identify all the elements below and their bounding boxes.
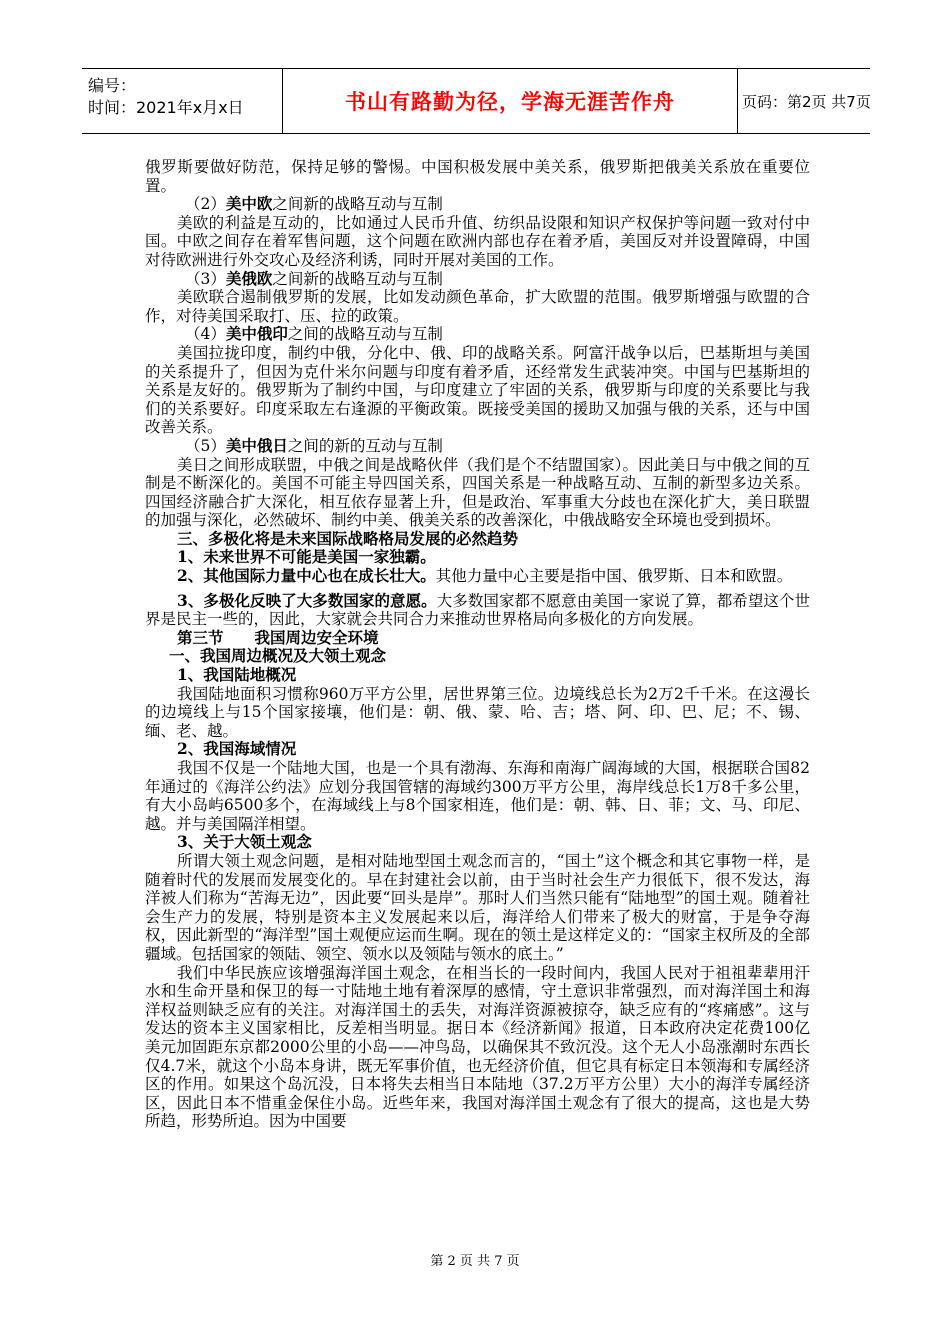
paragraph: 我们中华民族应该增强海洋国土观念，在相当长的一段时间内，我国人民对于祖祖辈辈用汗水和生命开垦和保卫的每一寸陆地土地有着深厚的感情，守土意识非常强烈，而对海洋国土和海洋权益则缺乏应有的关注。对海洋国土的丢失，对海洋资源被掠夺，缺乏应有的“疼痛感”。这与发达的资本主义国家相比，反差相当明显。据日本《经济新闻》报道，日本政府决定花费100亿美元加固距东京都2000公里的小岛——冲鸟岛，以确保其不致沉没。这个无人小岛涨潮时东西长仅4.7米，就这个小岛本身讲，既无军事价值，也无经济价值，但它具有标定日本领海和专属经济区的作用。如果这个岛沉没，日本将失去相当日本陆地（37.2万平方公里）大小的海洋专属经济区，因此日本不惜重金保住小岛。近些年来，我国对海洋国土观念有了很大的提高，这也是大势所趋，形势所迫。因为中国要 bbox=[145, 963, 810, 1131]
point-3: 3、多极化反映了大多数国家的意愿。大多数国家都不愿意由美国一家说了算，都希望这个世界是民主一些的，因此，大家就会共同合力来推动世界格局向多极化的方向发展。 bbox=[145, 590, 810, 629]
footer-page-number: 第 2 页 共 7 页 bbox=[430, 1254, 520, 1269]
paragraph: 美国拉拢印度，制约中俄，分化中、俄、印的战略关系。阿富汗战争以后，巴基斯坦与美国的关系提升了，但因为克什米尔问题与印度有着矛盾，还经常发生武装冲突。中国与巴基斯坦的关系是友好的。俄罗斯为了制约中国，与印度建立了牢固的关系，俄罗斯与印度的关系要比与我们的关系要好。印度采取左右逢源的平衡政策。既接受美国的援助又加强与俄的关系，还与中国改善关系。 bbox=[145, 343, 810, 437]
subsection-heading: 2、我国海域情况 bbox=[177, 739, 297, 759]
paragraph: 美日之间形成联盟，中俄之间是战略伙伴（我们是个不结盟国家）。因此美日与中俄之间的互制是不断深化的。美国不可能主导四国关系，四国关系是一种战略互动、互制的新型多边关系。四国经济融合扩大深化，相互依存显著上升，但是政治、军事重大分歧也在深化扩大，美日联盟的加强与深化，必然破坏、制约中美、俄美关系的改善深化，中俄战略安全环境也受到损坏。 bbox=[145, 455, 810, 530]
point-1: 1、未来世界不可能是美国一家独霸。 bbox=[177, 547, 436, 567]
page-header bbox=[82, 68, 870, 134]
document-body bbox=[145, 158, 810, 1131]
subheading: （5）美中俄日之间的新的互动与互制 bbox=[185, 435, 443, 455]
point-2: 2、其他国际力量中心也在成长壮大。其他力量中心主要是指中国、俄罗斯、日本和欧盟。 bbox=[177, 566, 793, 586]
paragraph: 我国不仅是一个陆地大国，也是一个具有渤海、东海和南海广阔海域的大国，根据联合国82年通过的《海洋公约法》应划分我国管辖的海域约300万平方公里，海岸线总长1万8千多公里，有大小岛屿6500多个，在海域线上与8个国家相连，他们是：朝、韩、日、菲；文、马、印尼、越。并与美国隔洋相望。 bbox=[145, 759, 810, 833]
paragraph: 俄罗斯要做好防范，保持足够的警惕。中国积极发展中美关系，俄罗斯把俄美关系放在重要位置。 bbox=[145, 158, 810, 195]
number-label: 编号： bbox=[88, 76, 137, 95]
subheading: （2）美中欧之间新的战略互动与互制 bbox=[185, 194, 443, 214]
section-heading: 三、多极化将是未来国际战略格局发展的必然趋势 bbox=[177, 528, 519, 548]
chapter-heading: 第三节 我国周边安全环境 bbox=[177, 627, 379, 647]
paragraph: 美欧联合遏制俄罗斯的发展，比如发动颜色革命，扩大欧盟的范围。俄罗斯增强与欧盟的合作，对待美国采取打、压、拉的政策。 bbox=[145, 288, 810, 325]
header-motto-cell bbox=[282, 69, 738, 133]
section-heading: 一、我国周边概况及大领土观念 bbox=[169, 646, 387, 666]
subsection-heading: 1、我国陆地概况 bbox=[177, 665, 297, 685]
header-meta bbox=[82, 69, 282, 133]
subheading: （4）美中俄印之间的战略互动与互制 bbox=[185, 324, 443, 344]
paragraph: 我国陆地面积习惯称960万平方公里，居世界第三位。边境线总长为2万2千千米。在这漫长的边境线上与15个国家接壤，他们是：朝、俄、蒙、哈、吉；塔、阿、印、巴、尼；不、锡、缅、老、越。 bbox=[145, 684, 810, 740]
subsection-heading: 3、关于大领土观念 bbox=[177, 832, 312, 852]
page-footer bbox=[0, 1250, 950, 1269]
header-page-info bbox=[736, 69, 876, 133]
subheading: （3）美俄欧之间新的战略互动与互制 bbox=[185, 268, 443, 288]
page-info-text: 页码：第2页 共7页 bbox=[742, 92, 871, 111]
paragraph: 美欧的利益是互动的，比如通过人民币升值、纺织品设限和知识产权保护等问题一致对付中国。中欧之间存在着军售问题，这个问题在欧洲内部也存在着矛盾，美国反对并设置障碍，中国对待欧洲进行外交攻心及经济利诱，同时开展对美国的工作。 bbox=[145, 213, 810, 269]
paragraph: 所谓大领土观念问题，是相对陆地型国土观念而言的，“国土”这个概念和其它事物一样，是随着时代的发展而发展变化的。早在封建社会以前，由于当时社会生产力很低下，很不发达，海洋被人们称为“苦海无边”，因此要“回头是岸”。那时人们当然只能有“陆地型”的国土观。随着社会生产力的发展，特别是资本主义发展起来以后，海洋给人们带来了极大的财富，于是争夺海权，因此新型的“海洋型”国土观便应运而生啊。现在的领土是这样定义的：“国家主权所及的全部疆域。包括国家的领陆、领空、领水以及领陆与领水的底土。” bbox=[145, 851, 810, 963]
time-label: 时间：2021年x月x日 bbox=[88, 98, 244, 117]
motto-text: 书山有路勤为径，学海无涯苦作舟 bbox=[345, 90, 675, 114]
